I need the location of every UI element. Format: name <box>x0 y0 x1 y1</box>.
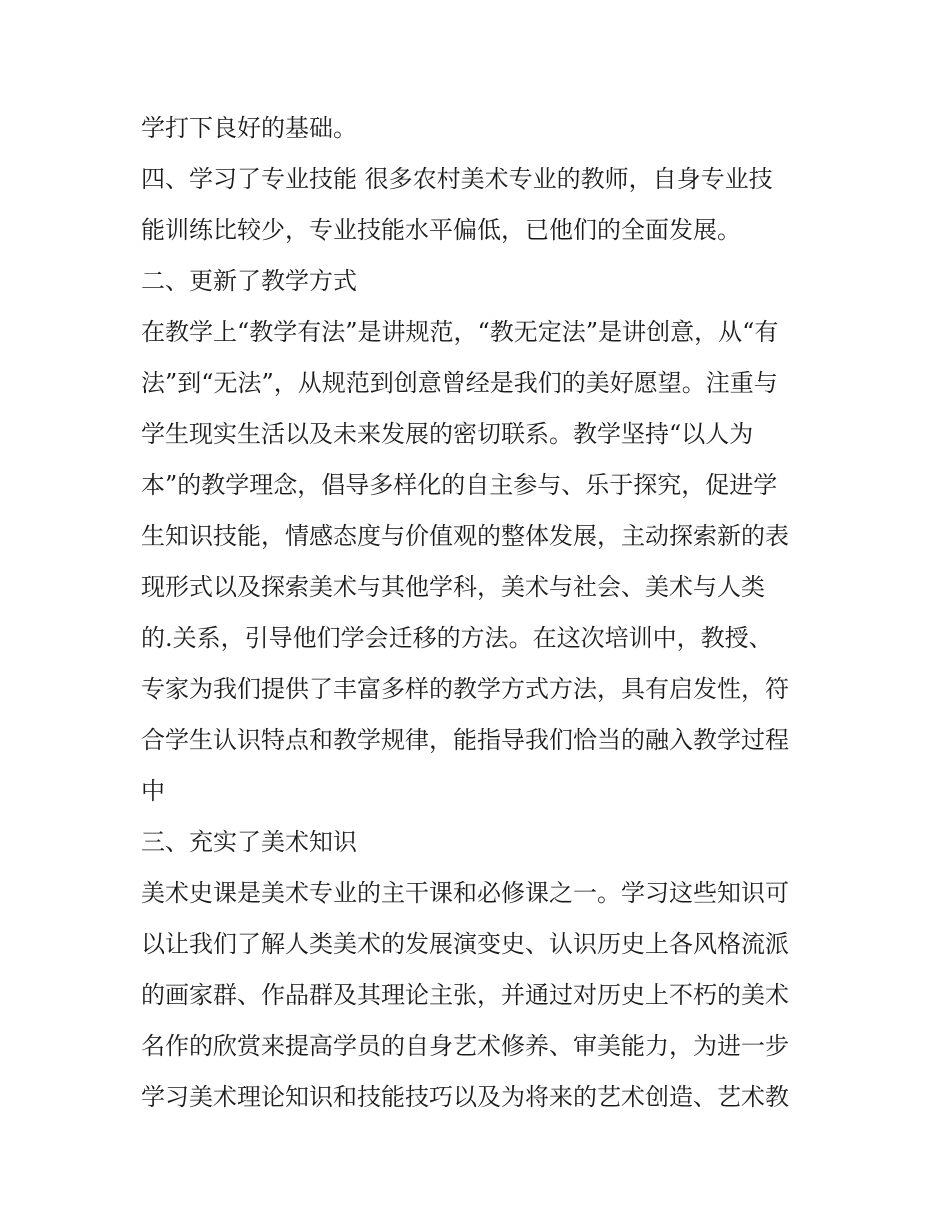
text-line: 生知识技能，情感态度与价值观的整体发展，主动探索新的表 <box>141 522 789 550</box>
text-line: 法”到“无法”，从规范到创意曾经是我们的美好愿望。注重与 <box>141 369 778 397</box>
text-line: 能训练比较少，专业技能水平偏低，已他们的全面发展。 <box>141 216 741 244</box>
text-line: 学生现实生活以及未来发展的密切联系。教学坚持“以人为 <box>141 420 754 448</box>
text-line: 专家为我们提供了丰富多样的教学方式方法，具有启发性，符 <box>141 675 789 703</box>
text-line: 合学生认识特点和教学规律，能指导我们恰当的融入教学过程 <box>141 726 789 754</box>
text-line: 学习美术理论知识和技能技巧以及为将来的艺术创造、艺术教 <box>141 1083 789 1111</box>
text-line: 美术史课是美术专业的主干课和必修课之一。学习这些知识可 <box>141 879 789 907</box>
text-line-heading-skills: 四、学习了专业技能 很多农村美术专业的教师，自身专业技 <box>141 165 773 193</box>
text-line: 现形式以及探索美术与其他学科，美术与社会、美术与人类 <box>141 573 765 601</box>
text-line: 本”的教学理念，倡导多样化的自主参与、乐于探究，促进学 <box>141 471 778 499</box>
text-line: 名作的欣赏来提高学员的自身艺术修养、审美能力，为进一步 <box>141 1032 789 1060</box>
text-line-closing: 学打下良好的基础。 <box>141 114 357 142</box>
text-line-heading-teaching-methods: 二、更新了教学方式 <box>141 267 357 295</box>
text-line: 在教学上“教学有法”是讲规范，“教无定法”是讲创意，从“有 <box>141 318 779 346</box>
text-line: 以让我们了解人类美术的发展演变史、认识历史上各风格流派 <box>141 930 789 958</box>
text-line: 的画家群、作品群及其理论主张，并通过对历史上不朽的美术 <box>141 981 789 1009</box>
text-line-heading-art-knowledge: 三、充实了美术知识 <box>141 828 357 856</box>
text-line: 中 <box>141 777 165 805</box>
text-line: 的.关系，引导他们学会迁移的方法。在这次培训中，教授、 <box>141 624 773 652</box>
